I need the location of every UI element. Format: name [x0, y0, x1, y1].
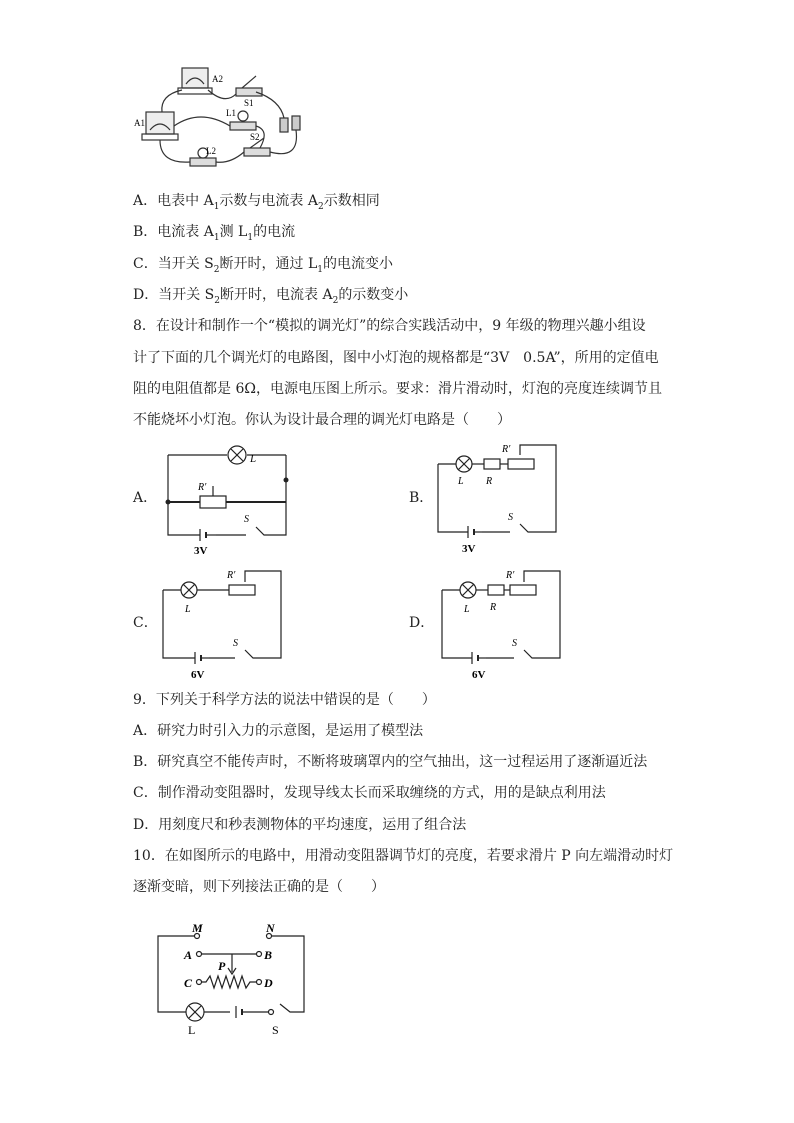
q8-b-resistor-label: R	[486, 476, 493, 487]
q8-stem-line-3: 阻的电阻值都是 6Ω，电源电压图上所示。要求：滑片滑动时，灯泡的亮度连续调节且	[133, 381, 662, 397]
q10-label-d: D	[264, 976, 273, 990]
label-s1: S1	[244, 98, 254, 108]
q8-circuit-a-letter: A．	[133, 490, 158, 506]
q10-label-m: M	[192, 921, 203, 935]
q10-label-p: P	[218, 959, 226, 973]
q8-circuit-b	[430, 440, 570, 560]
q8-circuit-a	[160, 440, 300, 560]
q8-circuit-c-letter: C．	[133, 615, 158, 631]
q8-a-switch-label: S	[244, 514, 249, 525]
label-a2: A2	[212, 74, 223, 84]
q8-b-voltage-label: 3V	[462, 543, 476, 555]
q8-circuit-d	[434, 566, 574, 684]
q8-a-rheostat-label: R′	[198, 482, 207, 493]
q8-b-switch-label: S	[508, 512, 513, 523]
q9-stem: 9．下列关于科学方法的说法中错误的是（ ）	[133, 692, 436, 708]
q8-c-lamp-label: L	[185, 604, 191, 615]
label-l1: L1	[226, 108, 236, 118]
q10-label-c: C	[184, 976, 193, 990]
q10-label-b: B	[264, 948, 273, 962]
q7-option-c: C．当开关 $S_2$断开时，通过 $L_1$的电流变小	[133, 256, 393, 275]
q7-option-a: A．电表中 $A_1$示数与电流表 $A_2$示数相同	[133, 193, 380, 212]
q9-option-c: C．制作滑动变阻器时，发现导线太长而采取缠绕的方式，用的是缺点利用法	[133, 785, 606, 801]
q8-stem-line-1: 8．在设计和制作一个“模拟的调光灯”的综合实践活动中，9 年级的物理兴趣小组设	[133, 318, 646, 334]
q7-option-b: B．电流表 $A_1$测 $L_1$的电流	[133, 224, 296, 243]
q8-circuit-d-letter: D．	[409, 615, 435, 631]
q8-a-lamp-label: L	[250, 453, 257, 465]
q10-stem-line-1: 10．在如图所示的电路中，用滑动变阻器调节灯的亮度，若要求滑片 P 向左端滑动时灯	[133, 848, 674, 864]
q8-d-lamp-label: L	[464, 604, 470, 615]
q8-d-switch-label: S	[512, 638, 517, 649]
q8-circuit-c	[155, 566, 295, 684]
q8-stem-line-4: 不能烧坏小灯泡。你认为设计最合理的调光灯电路是（ ）	[133, 412, 511, 428]
q10-label-n: N	[266, 921, 275, 935]
q10-label-l: L	[188, 1023, 196, 1037]
q9-option-b: B．研究真空不能传声时，不断将玻璃罩内的空气抽出，这一过程运用了逐渐逼近法	[133, 754, 648, 770]
q8-c-switch-label: S	[233, 638, 238, 649]
label-a1: A1	[134, 118, 145, 128]
q9-option-a: A．研究力时引入力的示意图，是运用了模型法	[133, 723, 424, 739]
q8-d-voltage-label: 6V	[472, 669, 486, 681]
label-s2: S2	[250, 132, 260, 142]
q7-option-d: D．当开关 $S_2$断开时，电流表 $A_2$的示数变小	[133, 287, 409, 306]
q8-b-rheostat-label: R′	[502, 444, 511, 455]
q8-c-voltage-label: 6V	[191, 669, 205, 681]
q10-stem-line-2: 逐渐变暗，则下列接法正确的是（ ）	[133, 879, 385, 895]
q8-d-rheostat-label: R′	[506, 570, 515, 581]
q8-c-rheostat-label: R′	[227, 570, 236, 581]
q8-stem-line-2: 计了下面的几个调光灯的电路图，图中小灯泡的规格都是“3V 0.5A”，所用的定值电	[133, 350, 659, 366]
q10-circuit-figure	[150, 918, 320, 1038]
q8-d-resistor-label: R	[490, 602, 497, 613]
label-l2: L2	[206, 146, 216, 156]
q9-option-d: D．用刻度尺和秒表测物体的平均速度，运用了组合法	[133, 817, 467, 833]
q8-a-voltage-label: 3V	[194, 545, 208, 557]
q8-b-lamp-label: L	[458, 476, 464, 487]
q10-label-a: A	[184, 948, 193, 962]
q8-circuit-b-letter: B．	[409, 490, 434, 506]
q10-label-s: S	[272, 1023, 279, 1037]
q7-apparatus-figure	[134, 60, 310, 180]
